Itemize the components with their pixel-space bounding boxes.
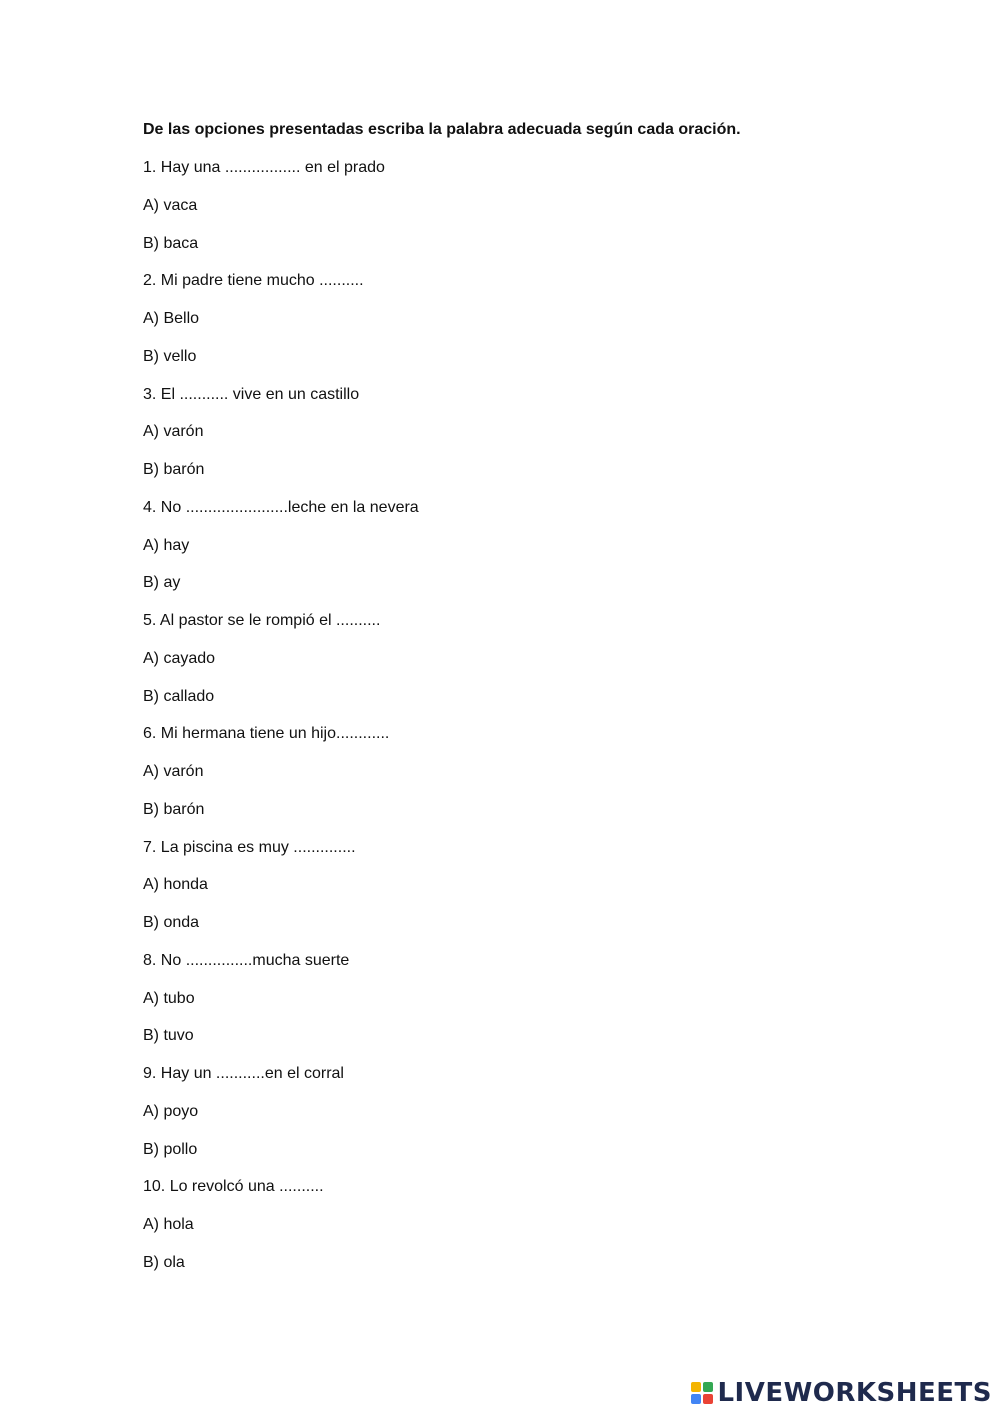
question-1 bbox=[143, 156, 943, 256]
option-b: B) barón bbox=[143, 800, 205, 818]
question-prompt: 6. Mi hermana tiene un hijo............ bbox=[143, 725, 390, 743]
question-2 bbox=[143, 269, 943, 369]
question-prompt: 10. Lo revolcó una .......... bbox=[143, 1178, 324, 1196]
question-5 bbox=[143, 609, 943, 709]
option-b: B) pollo bbox=[143, 1140, 198, 1158]
logo-square-3 bbox=[691, 1394, 701, 1404]
option-b: B) baca bbox=[143, 234, 199, 252]
question-10 bbox=[143, 1175, 943, 1275]
option-a: A) vaca bbox=[143, 196, 198, 214]
question-6 bbox=[143, 722, 943, 822]
option-b: B) ola bbox=[143, 1253, 185, 1271]
question-8 bbox=[143, 949, 943, 1049]
liveworksheets-wordmark: LIVEWORKSHEETS bbox=[717, 1378, 992, 1408]
question-7 bbox=[143, 836, 943, 936]
question-prompt: 1. Hay una ................. en el prado bbox=[143, 159, 385, 176]
question-prompt: 4. No .......................leche en la nevera bbox=[143, 498, 419, 516]
question-prompt: 5. Al pastor se le rompió el .......... bbox=[143, 612, 381, 629]
question-prompt: 3. El ........... vive en un castillo bbox=[143, 385, 360, 403]
option-b: B) callado bbox=[143, 687, 215, 705]
option-a: A) varón bbox=[143, 423, 204, 441]
option-b: B) vello bbox=[143, 347, 197, 365]
option-a: A) hola bbox=[143, 1216, 194, 1233]
liveworksheets-logo bbox=[691, 1379, 992, 1407]
option-b: B) ay bbox=[143, 574, 181, 592]
logo-square-2 bbox=[703, 1382, 713, 1392]
option-a: A) honda bbox=[143, 876, 208, 894]
option-a: A) Bello bbox=[143, 310, 200, 327]
option-a: A) poyo bbox=[143, 1102, 199, 1120]
instruction-heading: De las opciones presentadas escriba la palabra adecuada según cada oración. bbox=[143, 121, 741, 138]
liveworksheets-logo-icon bbox=[691, 1382, 713, 1404]
option-b: B) onda bbox=[143, 914, 200, 931]
option-a: A) hay bbox=[143, 536, 190, 554]
logo-square-1 bbox=[691, 1382, 701, 1392]
question-3 bbox=[143, 383, 943, 483]
question-4 bbox=[143, 496, 943, 596]
option-a: A) varón bbox=[143, 763, 204, 780]
option-b: B) tuvo bbox=[143, 1027, 194, 1045]
logo-square-4 bbox=[703, 1394, 713, 1404]
option-a: A) cayado bbox=[143, 649, 216, 667]
option-b: B) barón bbox=[143, 461, 205, 478]
question-9 bbox=[143, 1062, 943, 1162]
question-prompt: 9. Hay un ...........en el corral bbox=[143, 1065, 344, 1082]
option-a: A) tubo bbox=[143, 989, 195, 1007]
question-prompt: 2. Mi padre tiene mucho .......... bbox=[143, 272, 364, 290]
question-prompt: 8. No ...............mucha suerte bbox=[143, 951, 350, 969]
question-list bbox=[143, 156, 943, 1275]
question-prompt: 7. La piscina es muy .............. bbox=[143, 838, 356, 856]
worksheet bbox=[143, 118, 943, 1289]
